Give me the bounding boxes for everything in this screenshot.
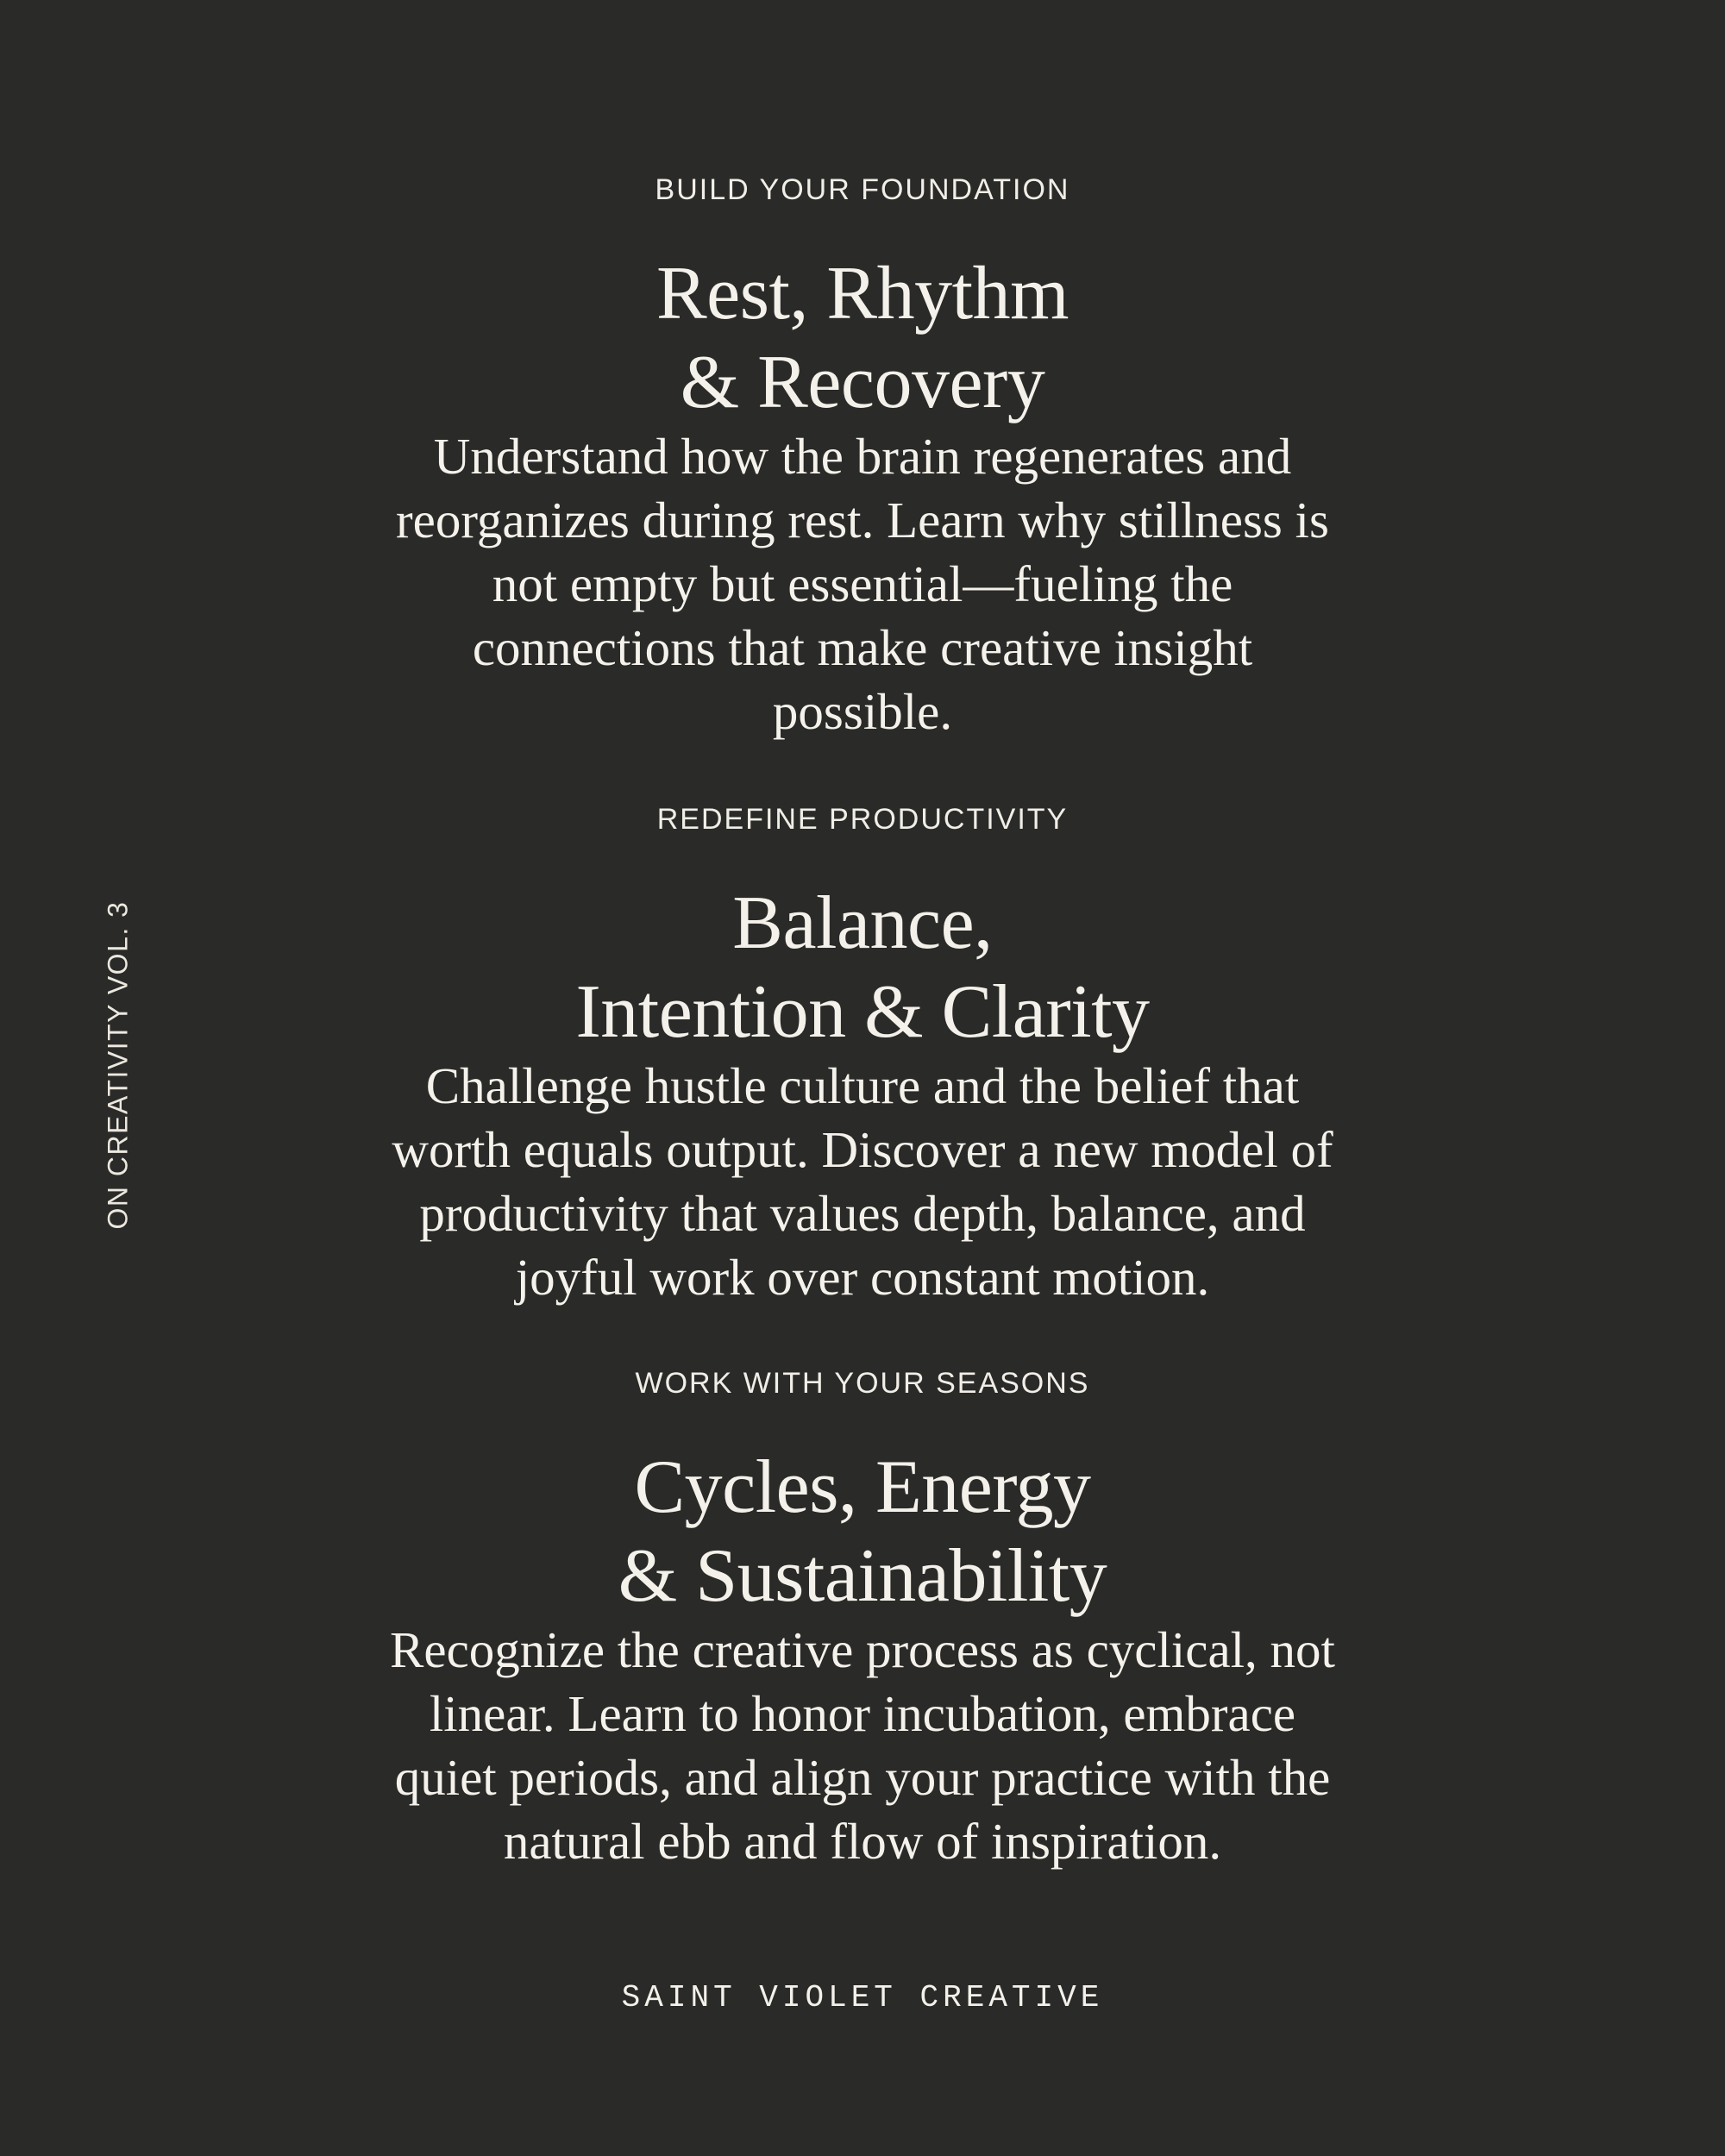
- section-eyebrow: REDEFINE PRODUCTIVITY: [656, 803, 1069, 836]
- section-body-line: Recognize the creative process as cyclical, not: [390, 1621, 1335, 1678]
- section-body: [310, 1618, 1414, 1873]
- section-balance-intention-clarity: [310, 805, 1414, 1309]
- section-body-line: productivity that values depth, balance, and: [419, 1185, 1306, 1242]
- section-eyebrow: BUILD YOUR FOUNDATION: [655, 173, 1070, 206]
- section-body: [310, 424, 1414, 743]
- footer-brand: SAINT VIOLET CREATIVE: [621, 1980, 1104, 2015]
- section-heading-line: Intention & Clarity: [575, 970, 1150, 1054]
- section-heading: [310, 1443, 1414, 1620]
- section-heading-line: Balance,: [732, 881, 993, 965]
- section-body-line: possible.: [772, 683, 953, 740]
- section-body-line: Challenge hustle culture and the belief that: [425, 1057, 1300, 1114]
- section-heading-line: Cycles, Energy: [634, 1445, 1091, 1529]
- section-rest-rhythm-recovery: [310, 175, 1414, 743]
- section-body-line: joyful work over constant motion.: [515, 1249, 1210, 1306]
- section-heading-line: Rest, Rhythm: [656, 252, 1070, 335]
- section-heading: [310, 249, 1414, 427]
- section-body-line: natural ebb and flow of inspiration.: [503, 1813, 1222, 1870]
- section-body-line: connections that make creative insight: [472, 619, 1253, 676]
- section-body-line: reorganizes during rest. Learn why stillness is: [396, 492, 1329, 548]
- section-heading-line: & Sustainability: [618, 1534, 1107, 1618]
- section-body-line: Understand how the brain regenerates and: [433, 428, 1292, 485]
- section-eyebrow: WORK WITH YOUR SEASONS: [635, 1367, 1090, 1400]
- section-heading: [310, 879, 1414, 1056]
- section-body-line: worth equals output. Discover a new model of: [392, 1121, 1333, 1178]
- section-body-line: not empty but essential—fueling the: [492, 555, 1233, 612]
- section-body-line: quiet periods, and align your practice with the: [394, 1749, 1331, 1806]
- section-body-line: linear. Learn to honor incubation, embrace: [429, 1685, 1296, 1742]
- section-cycles-energy-sustainability: [310, 1369, 1414, 1873]
- section-heading-line: & Recovery: [680, 341, 1045, 424]
- side-label: ON CREATIVITY VOL. 3: [102, 900, 134, 1230]
- section-body: [310, 1054, 1414, 1309]
